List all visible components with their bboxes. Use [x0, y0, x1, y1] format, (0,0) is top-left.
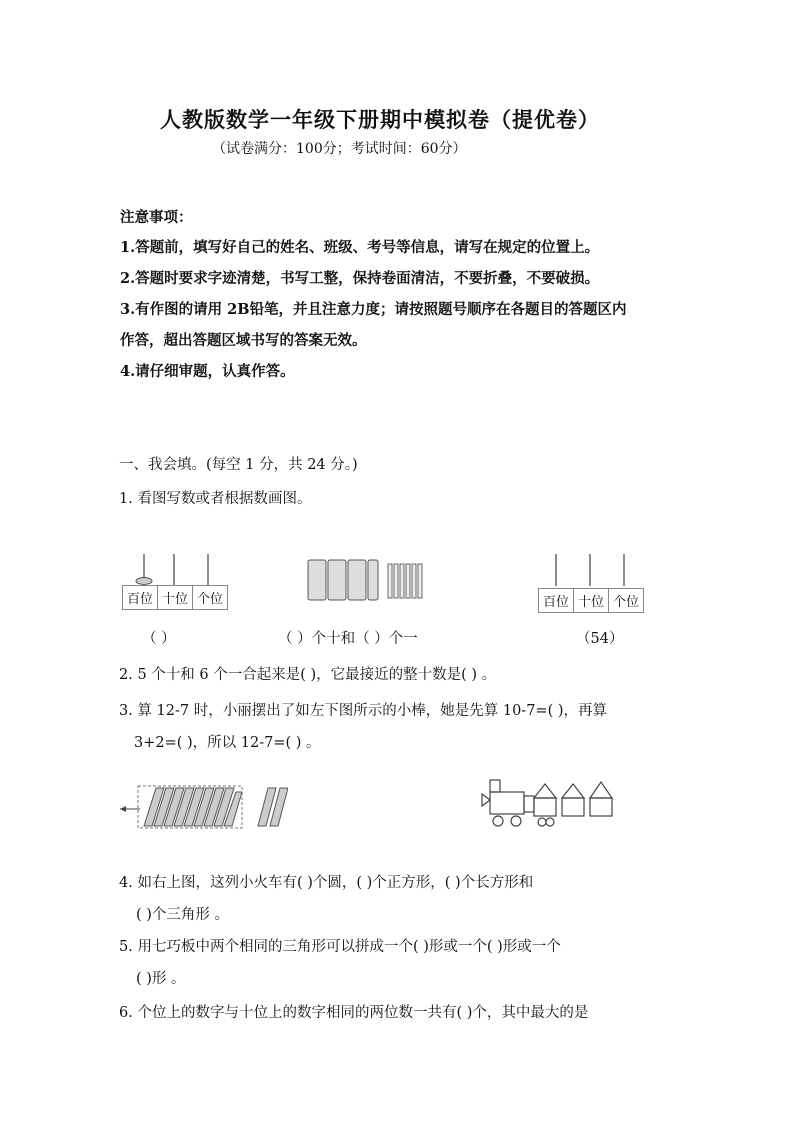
note-item: 1.答题前，填写好自己的姓名、班级、考号等信息，请写在规定的位置上。 [120, 239, 600, 256]
q1-answer-3: （54） [576, 631, 624, 647]
place-tens: 十位 [158, 586, 193, 609]
place-tens: 十位 [574, 589, 609, 612]
question-1: 1. 看图写数或者根据数画图。 [119, 491, 312, 507]
page-title: 人教版数学一年级下册期中模拟卷（提优卷） [160, 108, 600, 132]
stick-bundles-figure [306, 556, 426, 606]
section-heading: 一、我会填。(每空 1 分，共 24 分。) [119, 457, 358, 473]
exam-info: （试卷满分：100分；考试时间：60分） [212, 141, 467, 157]
question-4-line1: 4. 如右上图，这列小火车有( )个圆，( )个正方形，( )个长方形和 [119, 875, 534, 891]
abacus-place-labels-1 [122, 585, 228, 610]
question-4-line2: ( )个三角形 。 [136, 907, 230, 923]
note-item: 3.有作图的请用 2B铅笔，并且注意力度；请按照题号顺序在各题目的答题区内 [120, 301, 627, 318]
place-ones: 个位 [613, 595, 640, 610]
place-ones: 个位 [197, 592, 224, 607]
place-hundreds: 百位 [539, 589, 574, 612]
train-figure [480, 776, 616, 830]
place-hundreds: 百位 [123, 586, 158, 609]
note-item: 2.答题时要求字迹清楚，书写工整，保持卷面清洁，不要折叠，不要破损。 [120, 270, 600, 287]
q1-answer-2: （ ）个十和（ ）个一 [278, 631, 418, 647]
question-5-line2: ( )形 。 [136, 971, 186, 987]
note-item: 4.请仔细审题，认真作答。 [120, 363, 295, 380]
question-5-line1: 5. 用七巧板中两个相同的三角形可以拼成一个( )形或一个( )形或一个 [119, 939, 561, 955]
question-6-line1: 6. 个位上的数字与十位上的数字相同的两位数一共有( )个，其中最大的是 [119, 1005, 589, 1021]
question-2: 2. 5 个十和 6 个一合起来是( )，它最接近的整十数是( ) 。 [119, 667, 497, 683]
abacus-place-labels-2 [538, 588, 644, 613]
question-3-line2: 3+2=( )，所以 12-7=( ) 。 [134, 735, 321, 751]
q1-answer-1: （ ） [142, 631, 176, 647]
question-3-line1: 3. 算 12-7 时，小丽摆出了如左下图所示的小棒，她是先算 10-7=( )，再算 [119, 703, 607, 719]
sticks-subtraction-figure [118, 782, 288, 832]
notes-heading: 注意事项： [120, 209, 193, 226]
note-item: 作答，超出答题区域书写的答案无效。 [120, 332, 367, 349]
